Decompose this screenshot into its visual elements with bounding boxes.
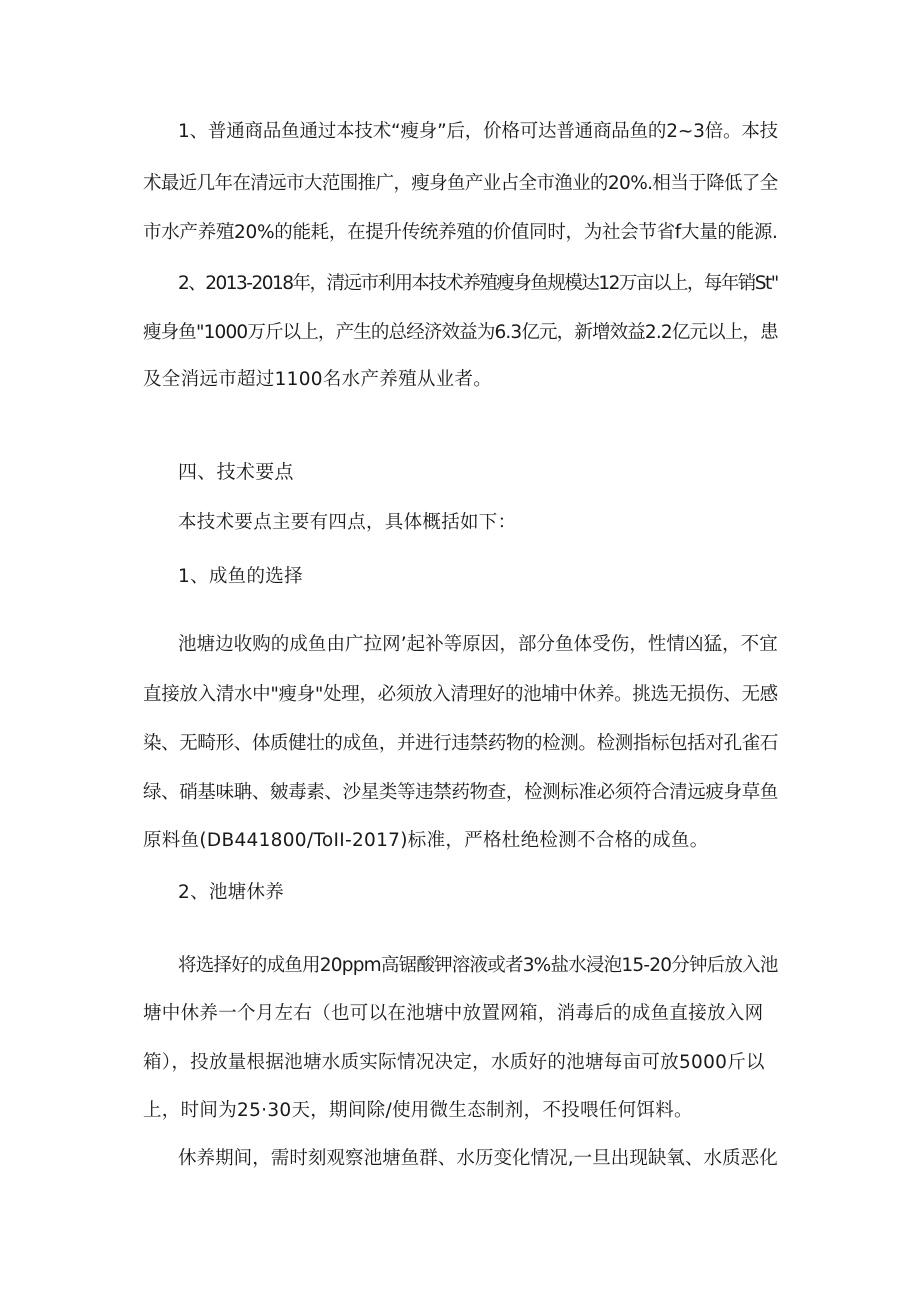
point-1-line-1: 池塘边收购的成鱼由广拉网’起补等原因，部分鱼体受伤，性情凶猛，不宜: [178, 634, 778, 655]
section-heading: 四、技术要点: [178, 461, 294, 483]
paragraph-1-line-3: 市水产养殖20%的能耗，在提升传统养殖的价值同时，为社会节省f大量的能源.: [143, 222, 778, 243]
point-1-line-4: 绿、硝基味聃、皴毒素、沙星类等违禁药物查，检测标准必须符合清远疲身草鱼: [143, 782, 779, 803]
paragraph-2-line-3: 及全消远市超过1100名水产养殖从业者。: [143, 369, 493, 390]
point-1-title: 1、成鱼的选择: [178, 566, 303, 587]
point-1-line-3: 染、无畸形、体质健壮的成鱼，并进行违禁药物的检测。检测指标包括对孔雀石: [143, 733, 779, 754]
point-1-line-2: 直接放入清水中"瘦身"处理，必须放入清理好的池埔中休养。挑选无损伤、无感: [143, 684, 778, 705]
point-2-line-1: 将选择好的成鱼用20ppm高锯酸钾溶液或者3%盐水浸泡15-20分钟后放入池: [178, 955, 778, 976]
paragraph-2-line-1: 2、2013-2018年，清远市利用本技术养殖瘦身鱼规模达12万亩以上，每年销St": [178, 273, 778, 294]
point-1-line-5: 原料鱼(DB441800/ToII-2017)标准，严格杜绝检测不合格的成鱼。: [143, 830, 709, 851]
point-2-line-4: 上，时间为25·30天，期间除/使用微生态制剂，不投喂任何饵料。: [143, 1100, 693, 1121]
point-2-line-3: 箱），投放量根据池塘水质实际情况决定，水质好的池塘每亩可放5000斤以: [143, 1052, 765, 1073]
paragraph-1-line-1: 1、普通商品鱼通过本技术“瘦身”后，价格可达普通商品鱼的2~3倍。本技: [178, 121, 778, 142]
paragraph-1-line-2: 术最近几年在清远市大范围推广，瘦身鱼产业占全市渔业的20%.相当于降低了全: [143, 173, 778, 194]
section-intro: 本技术要点主要有四点，具体概括如下：: [178, 512, 517, 533]
point-2-line-2: 塘中休养一个月左右（也可以在池塘中放置网箱，消毒后的成鱼直接放入网: [143, 1003, 764, 1024]
paragraph-2-line-2: 瘦身鱼"1000万斤以上，产生的总经济效益为6.3亿元，新增效益2.2亿元以上，患: [143, 322, 778, 343]
point-2-title: 2、池塘休养: [178, 882, 285, 903]
point-2-line-5: 休养期间，需时刻观察池塘鱼群、水历变化情况,一旦出现缺氧、水质恶化: [178, 1148, 778, 1169]
